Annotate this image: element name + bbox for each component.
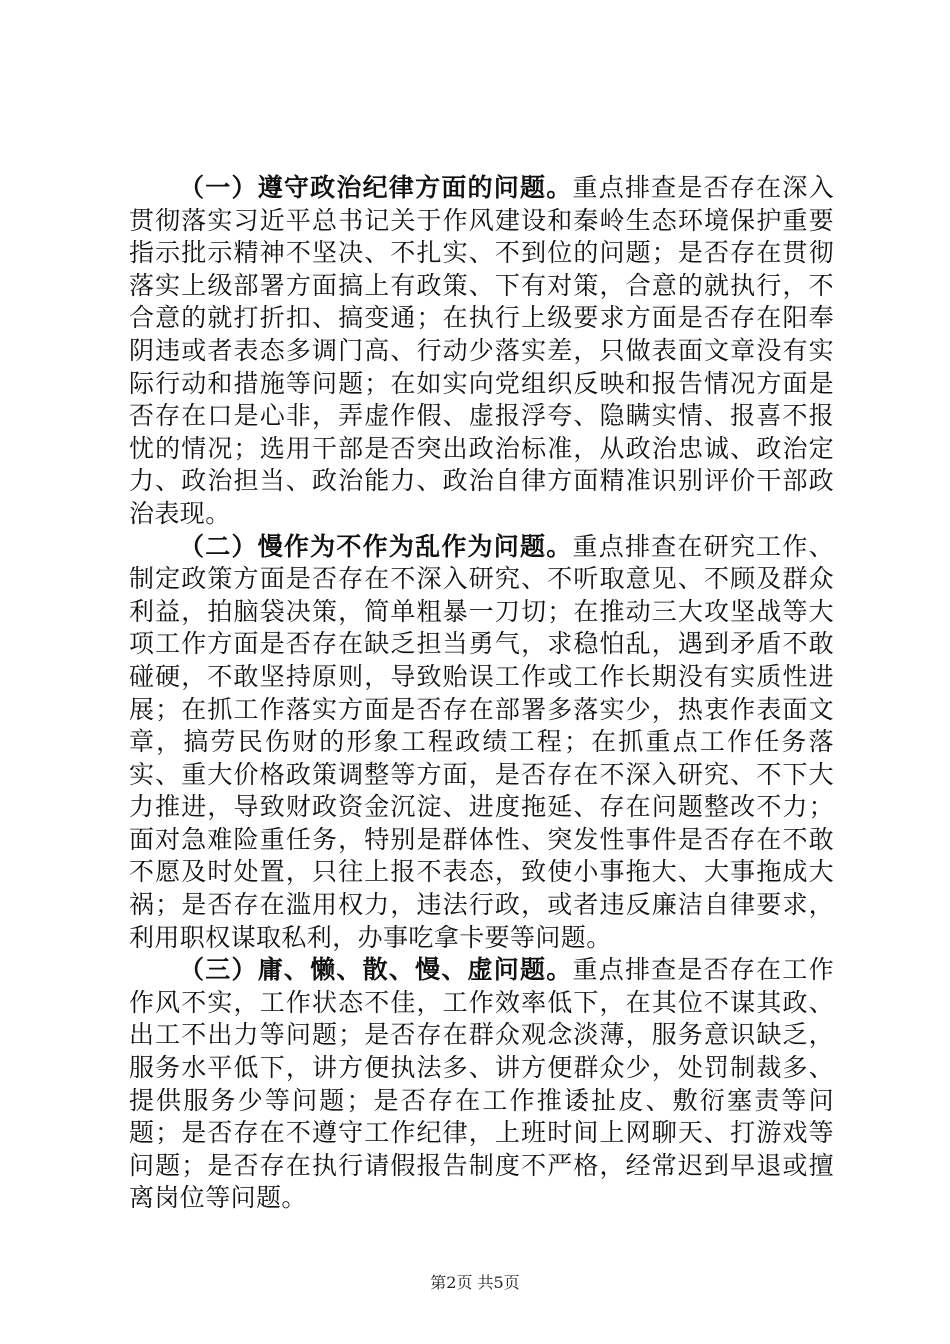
section-body-2: 重点排查在研究工作、制定政策方面是否存在不深入研究、不听取意见、不顾及群众利益，拍脑袋决策，简单粗暴一刀切；在推动三大攻坚战等大项工作方面是否存在缺乏担当勇气，求稳怕乱，遇到矛盾不敢碰硬，不敢坚持原则，导致贻误工作或工作长期没有实质性进展；在抓工作落实方面是否存在部署多落实少，热衷作表面文章，搞劳民伤财的形象工程政绩工程；在抓重点工作任务落实、重大价格政策调整等方面，是否存在不深入研究、不下大力推进，导致财政资金沉淀、进度拖延、存在问题整改不力；面对急难险重任务，特别是群体性、突发性事件是否存在不敢不愿及时处置，只往上报不表态，致使小事拖大、大事拖成大祸；是否存在滥用权力，违法行政，或者违反廉洁自律要求，利用职权谋取私利，办事吃拿卡要等问题。 bbox=[129, 531, 834, 952]
section-paragraph-1 bbox=[129, 172, 834, 531]
section-paragraph-2 bbox=[129, 531, 834, 955]
section-body-3: 重点排查是否存在工作作风不实，工作状态不佳，工作效率低下，在其位不谋其政、出工不出力等问题；是否存在群众观念淡薄，服务意识缺乏，服务水平低下，讲方便执法多、讲方便群众少，处罚制裁多、提供服务少等问题；是否存在工作推诿扯皮、敷衍塞责等问题；是否存在不遵守工作纪律，上班时间上网聊天、打游戏等问题；是否存在执行请假报告制度不严格，经常迟到早退或擅离岗位等问题。 bbox=[129, 955, 834, 1213]
page-number: 第2页 共5页 bbox=[430, 1273, 520, 1292]
section-heading-3: （三）庸、懒、散、慢、虚问题。 bbox=[179, 955, 573, 985]
document-body bbox=[129, 172, 834, 1215]
section-heading-2: （二）慢作为不作为乱作为问题。 bbox=[179, 531, 573, 561]
section-heading-1: （一）遵守政治纪律方面的问题。 bbox=[179, 173, 573, 202]
page-footer bbox=[0, 1270, 950, 1293]
section-paragraph-3 bbox=[129, 954, 834, 1215]
section-body-1: 重点排查是否存在深入贯彻落实习近平总书记关于作风建设和秦岭生态环境保护重要指示批示精神不坚决、不扎实、不到位的问题；是否存在贯彻落实上级部署方面搞上有政策、下有对策，合意的就执行，不合意的就打折扣、搞变通；在执行上级要求方面是否存在阳奉阴违或者表态多调门高、行动少落实差，只做表面文章没有实际行动和措施等问题；在如实向党组织反映和报告情况方面是否存在口是心非，弄虚作假、虚报浮夸、隐瞒实情、报喜不报忧的情况；选用干部是否突出政治标准，从政治忠诚、政治定力、政治担当、政治能力、政治自律方面精准识别评价干部政治表现。 bbox=[129, 173, 834, 528]
